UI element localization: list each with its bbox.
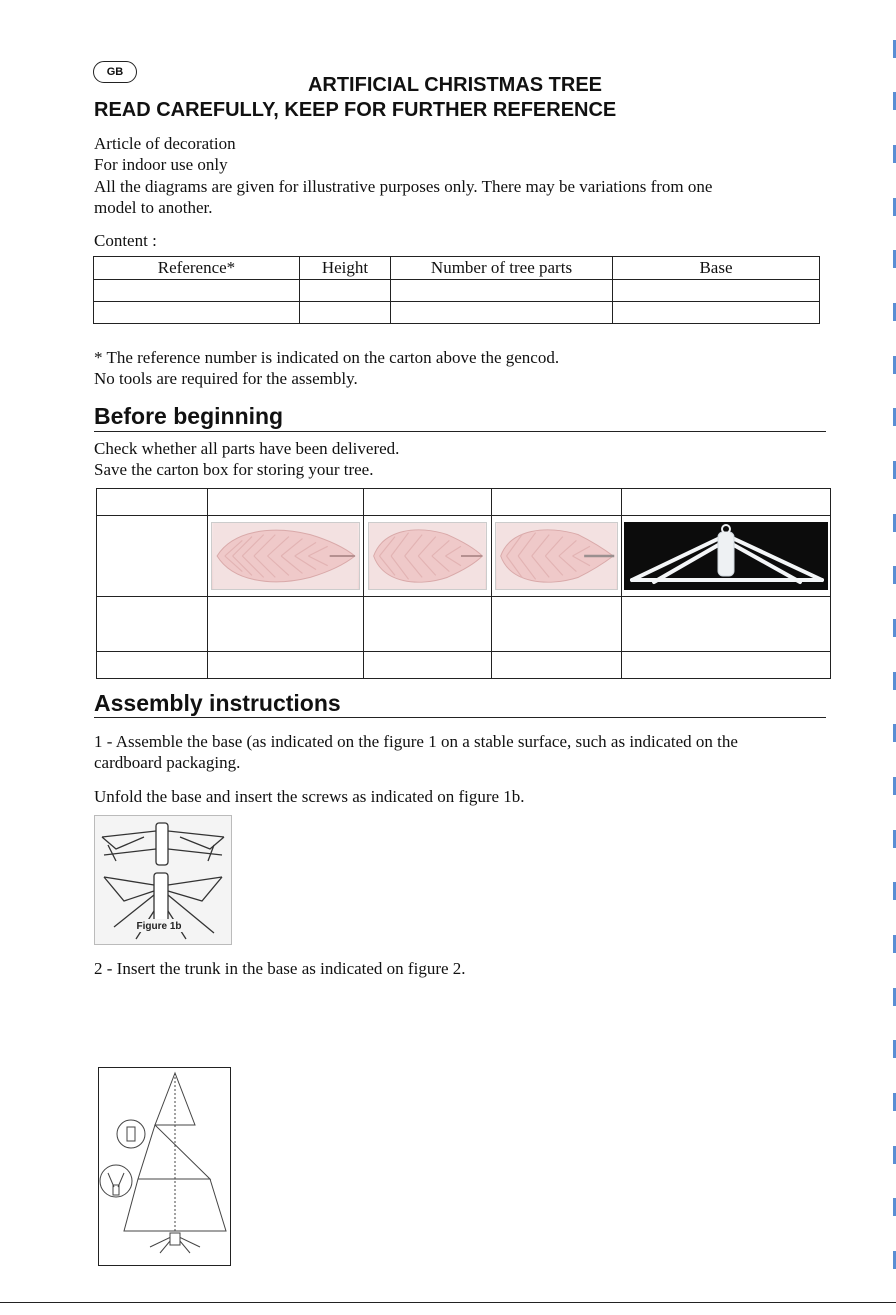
- table-cell: [391, 302, 613, 324]
- tree-bottom-section-photo: [495, 522, 618, 590]
- table-cell: [613, 302, 820, 324]
- intro-line: For indoor use only: [94, 155, 228, 174]
- table-cell: [492, 652, 622, 679]
- table-cell: [208, 489, 364, 516]
- page-bottom-rule: [0, 1302, 896, 1303]
- section-heading-assembly: Assembly instructions: [94, 690, 341, 716]
- unfold-instruction: Unfold the base and insert the screws as indicated on figure 1b.: [94, 787, 525, 806]
- table-cell: [364, 652, 492, 679]
- table-cell: [492, 597, 622, 652]
- heading-rule: [94, 717, 826, 718]
- note-reference: * The reference number is indicated on the carton above the gencod.: [94, 348, 560, 367]
- table-cell: [391, 280, 613, 302]
- table-cell: [622, 489, 831, 516]
- table-row: [97, 489, 831, 516]
- step-1-text: 1 - Assemble the base (as indicated on the figure 1 on a stable surface, such as indicated on the: [94, 732, 738, 751]
- table-cell: [364, 516, 492, 597]
- table-cell: [94, 280, 300, 302]
- table-cell: [492, 516, 622, 597]
- section-heading-before: Before beginning: [94, 403, 284, 429]
- table-cell: [97, 516, 208, 597]
- note-tools: No tools are required for the assembly.: [94, 369, 358, 388]
- table-cell: [492, 489, 622, 516]
- table-cell: [622, 597, 831, 652]
- table-cell: [97, 489, 208, 516]
- table-row: [94, 302, 820, 324]
- table-row: [97, 652, 831, 679]
- before-line: Save the carton box for storing your tree.: [94, 460, 374, 479]
- document-title: ARTIFICIAL CHRISTMAS TREE: [307, 74, 603, 96]
- table-cell: [364, 597, 492, 652]
- table-cell: [208, 652, 364, 679]
- table-cell: [300, 280, 391, 302]
- tree-stand-photo: [624, 522, 828, 590]
- step-1-text-cont: cardboard packaging.: [94, 753, 241, 772]
- figure-2-tree-diagram: [98, 1067, 231, 1266]
- table-row-photos: [97, 516, 831, 597]
- page-edge-marks: [892, 0, 896, 1315]
- intro-line: model to another.: [94, 198, 213, 217]
- figure-1b-caption: Figure 1b: [136, 921, 182, 932]
- parts-table: [96, 488, 831, 679]
- tree-middle-section-photo: [368, 522, 487, 590]
- table-cell: [208, 597, 364, 652]
- intro-line: Article of decoration: [94, 134, 236, 153]
- document-subtitle: READ CAREFULLY, KEEP FOR FURTHER REFERENCE: [94, 99, 617, 121]
- tree-top-section-photo: [211, 522, 360, 590]
- content-label: Content :: [94, 231, 157, 250]
- table-cell: [300, 302, 391, 324]
- table-cell: [622, 652, 831, 679]
- intro-line: All the diagrams are given for illustrative purposes only. There may be variations from one: [94, 177, 713, 196]
- table-cell: [208, 516, 364, 597]
- table-cell: [97, 652, 208, 679]
- country-badge: GB: [93, 61, 137, 83]
- before-line: Check whether all parts have been delivered.: [94, 439, 400, 458]
- column-header-parts: Number of tree parts: [391, 257, 613, 280]
- figure-1b-base-diagram: [94, 815, 232, 945]
- table-cell: [94, 302, 300, 324]
- column-header-base: Base: [613, 257, 820, 280]
- table-cell: [613, 280, 820, 302]
- table-cell: [622, 516, 831, 597]
- step-2-text: 2 - Insert the trunk in the base as indicated on figure 2.: [94, 959, 466, 978]
- column-header-reference: Reference*: [94, 257, 300, 280]
- content-table: [93, 256, 820, 324]
- column-header-height: Height: [300, 257, 391, 280]
- table-row: [97, 597, 831, 652]
- table-row: [94, 280, 820, 302]
- table-header-row: [94, 257, 820, 280]
- heading-rule: [94, 431, 826, 432]
- table-cell: [97, 597, 208, 652]
- table-cell: [364, 489, 492, 516]
